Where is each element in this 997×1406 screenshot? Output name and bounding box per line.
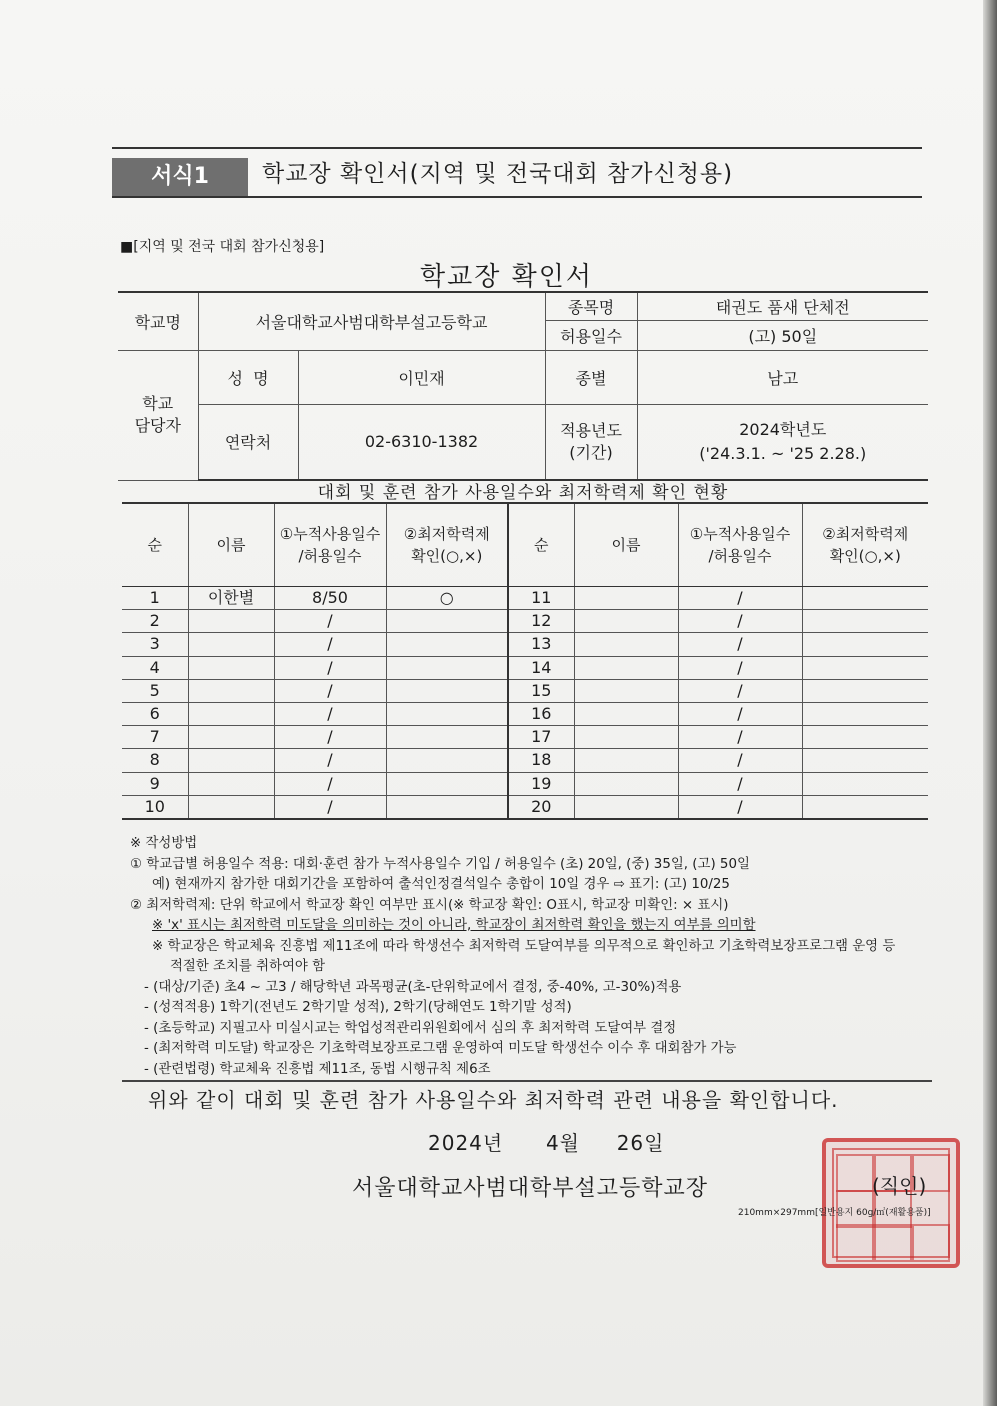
- page-edge-shadow: [983, 0, 997, 1406]
- cell-check: [802, 679, 928, 702]
- cell-check: [802, 702, 928, 725]
- date-year: 2024년: [428, 1131, 504, 1155]
- form-number-tag: 서식1: [112, 158, 248, 196]
- cell-no: 18: [508, 749, 574, 772]
- manager-label: 학교 담당자: [118, 350, 198, 480]
- school-name-label: 학교명: [118, 292, 198, 350]
- status-section-title: 대회 및 훈련 참가 사용일수와 최저학력제 확인 현황: [317, 483, 729, 503]
- table-row: [122, 587, 928, 610]
- document-title: 학교장 확인서: [420, 262, 593, 292]
- signing-date: [428, 1127, 664, 1156]
- cell-name: [188, 633, 274, 656]
- date-day: 26일: [616, 1131, 665, 1155]
- contact-label: 연락처: [198, 404, 298, 480]
- cell-check: [802, 726, 928, 749]
- gender-value: 남고: [637, 350, 928, 404]
- cell-name: [188, 795, 274, 819]
- table-row: [122, 633, 928, 656]
- cell-days: /: [274, 702, 386, 725]
- note-dash-1: - (대상/기준) 초4 ~ 고3 / 해당학년 과목평균(초-단위학교에서 결정, 중-40%, 고-30%)적용: [144, 979, 682, 995]
- cell-name: [188, 656, 274, 679]
- cell-check: [386, 702, 508, 725]
- cell-check: [386, 656, 508, 679]
- cell-name: [188, 679, 274, 702]
- year-period: ('24.3.1. ~ '25 2.28.): [699, 443, 867, 463]
- principal-title: 서울대학교사범대학부설고등학교장: [352, 1176, 709, 1201]
- note-2-b: ※ 학교장은 학교체육 진흥법 제11조에 따라 학생선수 최저학력 도달여부를 의무적으로 확인하고 기초학력보장프로그램 운영 등: [152, 938, 896, 954]
- allowed-days-label: 허용일수: [545, 320, 637, 350]
- cell-name: [574, 610, 678, 633]
- notes-heading: ※ 작성방법: [130, 836, 198, 851]
- cell-no: 11: [508, 587, 574, 610]
- cell-check: [386, 726, 508, 749]
- form-subtitle: ■[지역 및 전국 대회 참가신청용]: [120, 239, 325, 255]
- cell-no: 15: [508, 679, 574, 702]
- cell-days: /: [678, 633, 802, 656]
- instructions: [130, 834, 930, 1080]
- year-cell: [637, 404, 928, 480]
- notes-rule: [122, 1080, 932, 1082]
- cell-no: 13: [508, 633, 574, 656]
- cell-check: [802, 610, 928, 633]
- official-seal-stamp: [822, 1138, 960, 1268]
- cell-no: 20: [508, 795, 574, 819]
- header-top-rule: [112, 147, 922, 149]
- note-2-b-cont: 적절한 조치를 취하여야 함: [170, 959, 326, 974]
- cell-days: /: [274, 679, 386, 702]
- cell-check: [386, 795, 508, 819]
- col-header-name: 이름: [188, 503, 274, 587]
- cell-no: 5: [122, 679, 188, 702]
- cell-days: 8/50: [274, 587, 386, 610]
- cell-check: [386, 749, 508, 772]
- cell-no: 6: [122, 702, 188, 725]
- note-dash-2: - (성적적용) 1학기(전년도 2학기말 성적), 2학기(당해연도 1학기말 성적): [144, 1000, 572, 1015]
- cell-days: /: [678, 610, 802, 633]
- cell-no: 17: [508, 726, 574, 749]
- table-row: [122, 702, 928, 725]
- table-row: [122, 749, 928, 772]
- table-row: [122, 772, 928, 795]
- cell-no: 3: [122, 633, 188, 656]
- cell-name: [188, 749, 274, 772]
- person-name-value: 이민재: [298, 350, 545, 404]
- cell-days: /: [678, 702, 802, 725]
- cell-days: /: [274, 726, 386, 749]
- col-header-check-right: ②최저학력제 확인(○,×): [802, 503, 928, 587]
- cell-days: /: [678, 772, 802, 795]
- cell-check: [802, 587, 928, 610]
- allowed-days-value: (고) 50일: [637, 320, 928, 350]
- cell-no: 2: [122, 610, 188, 633]
- cell-no: 4: [122, 656, 188, 679]
- cell-name: [188, 610, 274, 633]
- cell-no: 10: [122, 795, 188, 819]
- note-dash-3: - (초등학교) 지필고사 미실시교는 학업성적관리위원회에서 심의 후 최저학력 도달여부 결정: [144, 1020, 677, 1036]
- note-1: ① 학교급별 허용일수 적용: 대회·훈련 참가 누적사용일수 기입 / 허용일수 (초) 20일, (중) 35일, (고) 50일: [130, 856, 750, 872]
- cell-name: [574, 749, 678, 772]
- cell-no: 1: [122, 587, 188, 610]
- year-label: 적용년도 (기간): [545, 404, 637, 480]
- note-dash-5: - (관련법령) 학교체육 진흥법 제11조, 동법 시행규칙 제6조: [144, 1061, 491, 1077]
- cell-days: /: [678, 656, 802, 679]
- cell-check: [802, 656, 928, 679]
- cell-name: [574, 772, 678, 795]
- person-name-label: 성 명: [198, 350, 298, 404]
- header-title: 학교장 확인서(지역 및 전국대회 참가신청용): [262, 161, 734, 187]
- cell-days: /: [274, 795, 386, 819]
- table-row: [122, 610, 928, 633]
- contact-value: 02-6310-1382: [298, 404, 545, 480]
- cell-check: ○: [386, 587, 508, 610]
- cell-check: [386, 610, 508, 633]
- event-label: 종목명: [545, 292, 637, 320]
- cell-check: [802, 749, 928, 772]
- cell-check: [802, 772, 928, 795]
- cell-name: [574, 726, 678, 749]
- gender-label: 종별: [545, 350, 637, 404]
- note-dash-4: - (최저학력 미도달) 학교장은 기초학력보장프로그램 운영하여 미도달 학생선수 이수 후 대회참가 가능: [144, 1041, 737, 1056]
- cell-days: /: [678, 587, 802, 610]
- table-row: [122, 679, 928, 702]
- col-header-no: 순: [122, 503, 188, 587]
- note-2: ② 최저학력제: 단위 학교에서 학교장 확인 여부만 표시(※ 학교장 확인: O표시, 학교장 미확인: × 표시): [130, 897, 729, 913]
- header-bottom-rule: [112, 196, 922, 198]
- cell-days: /: [274, 633, 386, 656]
- event-value: 태권도 품새 단체전: [637, 292, 928, 320]
- cell-no: 7: [122, 726, 188, 749]
- cell-no: 9: [122, 772, 188, 795]
- cell-days: /: [678, 679, 802, 702]
- cell-days: /: [678, 726, 802, 749]
- cell-days: /: [678, 749, 802, 772]
- date-month: 4월: [545, 1131, 580, 1155]
- cell-days: /: [274, 656, 386, 679]
- cell-days: /: [274, 749, 386, 772]
- paper-spec: 210mm×297mm[일반용지 60g/㎡(재활용품)]: [738, 1208, 931, 1218]
- cell-name: [574, 587, 678, 610]
- note-2-a: ※ 'x' 표시는 최저학력 미도달을 의미하는 것이 아니라, 학교장이 최저학력 확인을 했는지 여부를 의미함: [152, 918, 756, 933]
- cell-no: 19: [508, 772, 574, 795]
- cell-no: 12: [508, 610, 574, 633]
- col-header-check: ②최저학력제 확인(○,×): [386, 503, 508, 587]
- cell-check: [386, 772, 508, 795]
- table-row: [122, 726, 928, 749]
- cell-no: 14: [508, 656, 574, 679]
- table-row: [122, 656, 928, 679]
- cell-name: [574, 702, 678, 725]
- col-header-days: ①누적사용일수 /허용일수: [274, 503, 386, 587]
- cell-days: /: [274, 772, 386, 795]
- note-1-example: 예) 현재까지 참가한 대회기간을 포함하여 출석인정결석일수 총합이 10일 경우 ⇨ 표기: (고) 10/25: [152, 877, 730, 892]
- cell-no: 8: [122, 749, 188, 772]
- participation-table: [122, 502, 928, 820]
- cell-check: [802, 633, 928, 656]
- cell-check: [802, 795, 928, 819]
- confirmation-statement: 위와 같이 대회 및 훈련 참가 사용일수와 최저학력 관련 내용을 확인합니다.: [148, 1088, 839, 1112]
- cell-name: [574, 679, 678, 702]
- seal-label: (직인): [872, 1174, 927, 1198]
- col-header-no-right: 순: [508, 503, 574, 587]
- cell-name: [574, 795, 678, 819]
- col-header-days-right: ①누적사용일수 /허용일수: [678, 503, 802, 587]
- cell-name: [574, 656, 678, 679]
- school-name-value: 서울대학교사범대학부설고등학교: [198, 292, 545, 350]
- cell-days: /: [274, 610, 386, 633]
- table-row: [122, 795, 928, 819]
- cell-name: [188, 702, 274, 725]
- cell-name: [188, 726, 274, 749]
- cell-name: 이한별: [188, 587, 274, 610]
- cell-check: [386, 633, 508, 656]
- participation-rows: [122, 587, 928, 819]
- year-value: 2024학년도: [739, 419, 827, 439]
- cell-days: /: [678, 795, 802, 819]
- school-info-table: [118, 291, 928, 481]
- col-header-name-right: 이름: [574, 503, 678, 587]
- cell-name: [574, 633, 678, 656]
- cell-no: 16: [508, 702, 574, 725]
- cell-name: [188, 772, 274, 795]
- cell-check: [386, 679, 508, 702]
